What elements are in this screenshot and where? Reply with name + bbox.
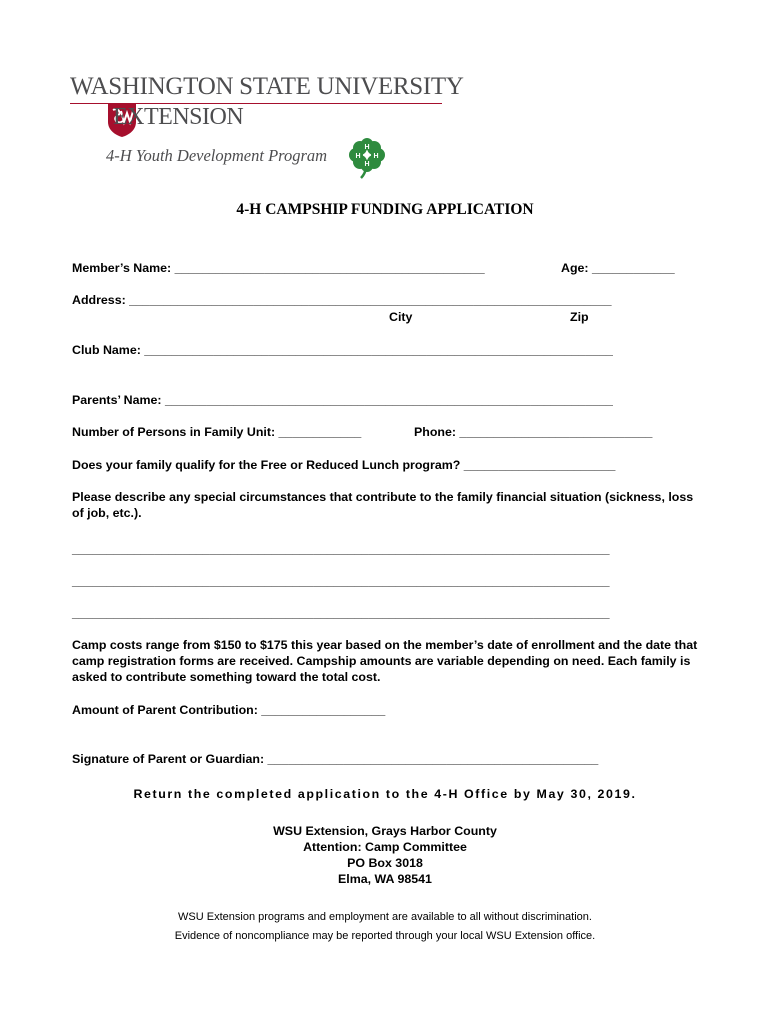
nondiscrimination-footer	[0, 908, 770, 946]
footer-line-2: Evidence of noncompliance may be reported through your local WSU Extension office.	[174, 930, 596, 942]
program-name: 4-H Youth Development Program	[106, 146, 328, 165]
address-line-4: Elma, WA 98541	[338, 872, 432, 886]
svg-text:H: H	[373, 153, 379, 160]
mailing-address	[0, 823, 770, 887]
svg-text:H: H	[364, 144, 370, 151]
phone-field[interactable]: Phone: ____________________________	[414, 425, 653, 439]
wsu-extension-logo	[70, 72, 464, 182]
address-line-3: PO Box 3018	[347, 856, 423, 870]
zip-label: Zip	[570, 310, 589, 324]
footer-line-1: WSU Extension programs and employment are available to all without discrimination.	[178, 911, 592, 923]
camp-costs-paragraph: Camp costs range from $150 to $175 this year based on the member’s date of enrollment and the date that camp registration forms are received. Campship amounts are variable depending on need. Each family is asked to contribute something toward the total cost.	[72, 638, 698, 684]
svg-text:H: H	[364, 161, 370, 168]
city-label: City	[389, 310, 413, 324]
signature-field[interactable]: Signature of Parent or Guardian: ________________________________________________	[72, 752, 599, 766]
club-name-field[interactable]: Club Name: ____________________________________________________________________	[72, 343, 613, 357]
address-line-2: Attention: Camp Committee	[303, 840, 467, 854]
extension-name: EXTENSION	[113, 104, 244, 130]
return-notice: Return the completed application to the 4-H Office by May 30, 2019.	[133, 787, 637, 801]
university-name: WASHINGTON STATE UNIVERSITY	[70, 73, 464, 100]
circumstances-line-2[interactable]: ______________________________________________________________________________	[72, 574, 610, 588]
parent-contribution-field[interactable]: Amount of Parent Contribution: __________________	[72, 703, 386, 717]
member-name-field[interactable]: Member’s Name: _____________________________________________	[72, 261, 485, 275]
circumstances-prompt: Please describe any special circumstances that contribute to the family financial situation (sickness, loss of job, etc.).	[72, 490, 694, 520]
svg-text:H: H	[355, 153, 361, 160]
address-field[interactable]: Address: ______________________________________________________________________	[72, 293, 612, 307]
parents-name-field[interactable]: Parents’ Name: _________________________________________________________________	[72, 393, 613, 407]
form-title: 4-H CAMPSHIP FUNDING APPLICATION	[236, 201, 534, 218]
address-line-1: WSU Extension, Grays Harbor County	[273, 824, 497, 838]
lunch-program-field[interactable]: Does your family qualify for the Free or Reduced Lunch program? ______________________	[72, 458, 616, 472]
family-persons-field[interactable]: Number of Persons in Family Unit: ____________	[72, 425, 362, 439]
circumstances-line-3[interactable]: ______________________________________________________________________________	[72, 606, 610, 620]
four-h-clover-icon	[346, 138, 388, 180]
age-field[interactable]: Age: ____________	[561, 261, 675, 275]
circumstances-line-1[interactable]: ______________________________________________________________________________	[72, 542, 610, 556]
